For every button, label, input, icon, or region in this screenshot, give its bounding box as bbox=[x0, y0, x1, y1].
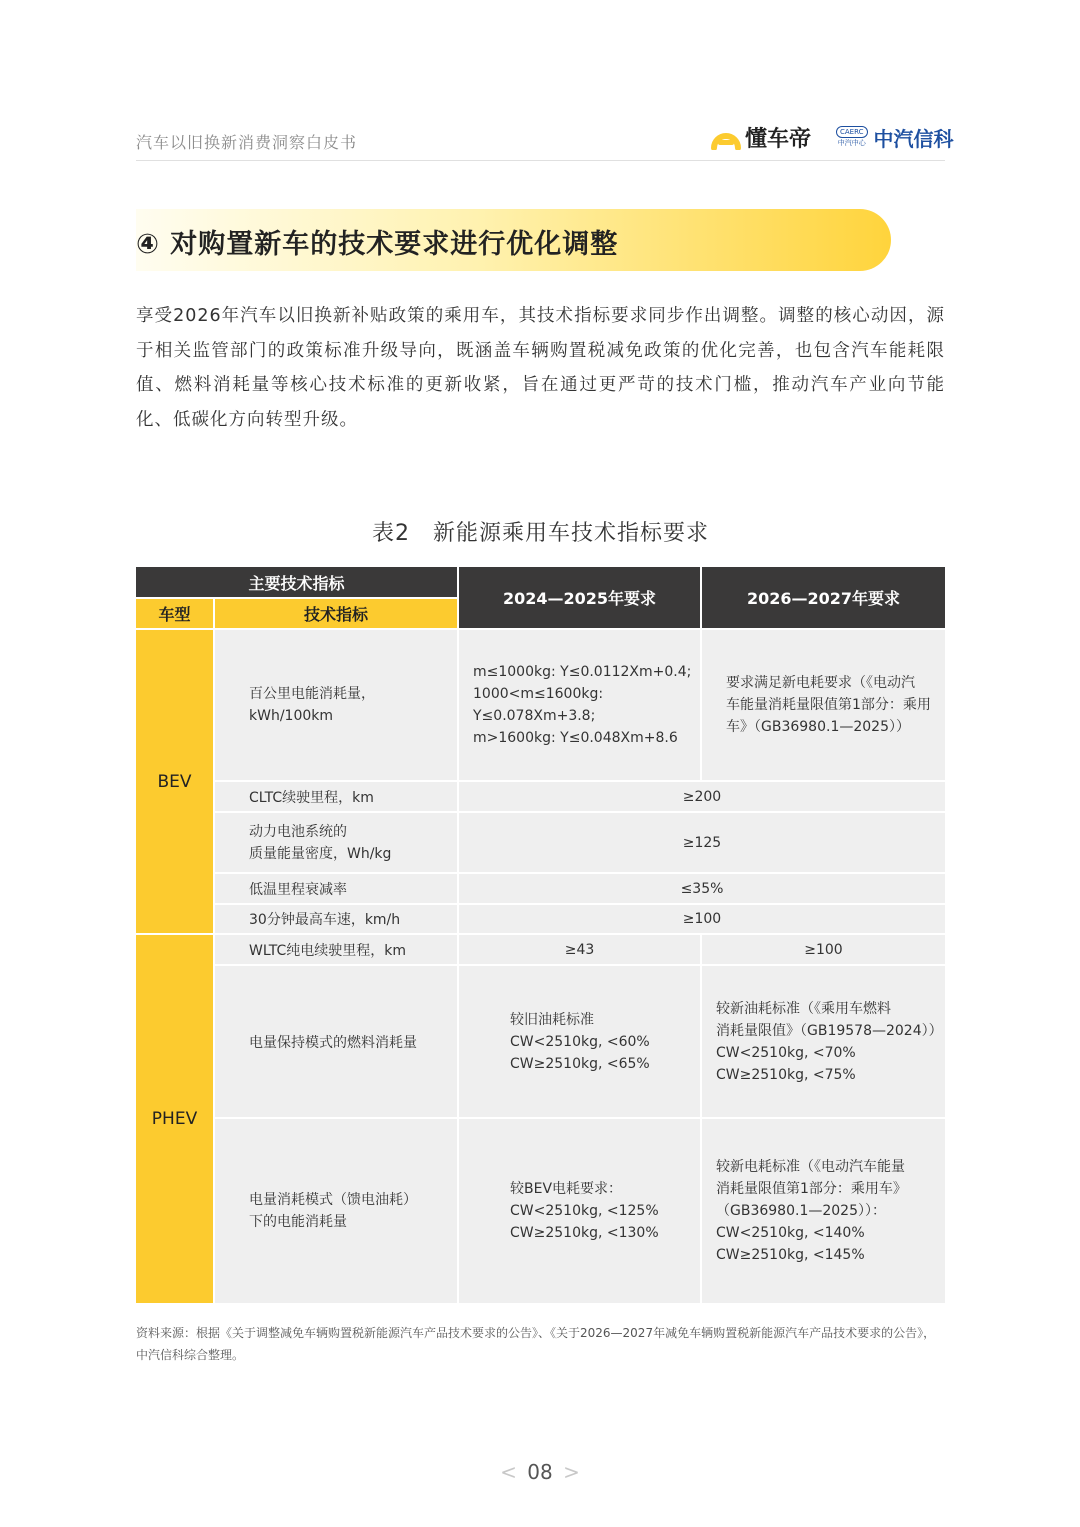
caerc-mark-caption: 中汽中心 bbox=[837, 139, 866, 147]
header-2024-2025: 2024—2025年要求 bbox=[459, 567, 700, 628]
value-2024-charge-sustaining-fuel: 较旧油耗标准 CW<2510kg, <60% CW≥2510kg, <65% bbox=[459, 966, 700, 1117]
value-2024-charge-depleting-energy: 较BEV电耗要求： CW<2510kg, <125% CW≥2510kg, <130% bbox=[459, 1119, 700, 1303]
indicator-energy-density: 动力电池系统的 质量能量密度，Wh/kg bbox=[215, 813, 457, 872]
header-indicator: 技术指标 bbox=[215, 599, 457, 628]
dongchedi-logo-icon bbox=[711, 126, 741, 148]
document-title: 汽车以旧换新消费洞察白皮书 bbox=[136, 133, 358, 152]
header-2026-2027: 2026—2027年要求 bbox=[702, 567, 945, 628]
value-2026-charge-sustaining-fuel: 较新油耗标准（《乘用车燃料 消耗量限值》（GB19578—2024）） CW<2510kg, <70% CW≥2510kg, <75% bbox=[702, 966, 945, 1117]
type-phev: PHEV bbox=[136, 935, 213, 1303]
table-title: 表2 新能源乘用车技术指标要求 bbox=[372, 521, 709, 546]
value-2026-charge-depleting-energy: 较新电耗标准（《电动汽车能量 消耗量限值第1部分：乘用车》 （GB36980.1—2025））： CW<2510kg, <140% CW≥2510kg, <145% bbox=[702, 1119, 945, 1303]
dongchedi-logo bbox=[711, 122, 811, 152]
value-2026-energy-consumption: 要求满足新电耗要求（《电动汽 车能量消耗量限值第1部分：乘用 车》（GB36980.1—2025）） bbox=[702, 630, 945, 780]
source-note: 资料来源：根据《关于调整减免车辆购置税新能源汽车产品技术要求的公告》、《关于2026—2027年减免车辆购置税新能源汽车产品技术要求的公告》，中汽信科综合整理。 bbox=[136, 1326, 936, 1362]
page-number bbox=[0, 1460, 1080, 1484]
value-cltc-range: ≥200 bbox=[459, 782, 945, 811]
header-main-indicator: 主要技术指标 bbox=[136, 567, 457, 597]
value-low-temp-decay: ≤35% bbox=[459, 874, 945, 903]
caerc-emblem-icon bbox=[836, 126, 868, 148]
dongchedi-logo-text: 懂车帝 bbox=[745, 126, 812, 152]
body-paragraph: 享受2026年汽车以旧换新补贴政策的乘用车，其技术指标要求同步作出调整。调整的核心动因，源于相关监管部门的政策标准升级导向，既涵盖车辆购置税减免政策的优化完善，也包含汽车能耗限值、燃料消耗量等核心技术标准的更新收紧，旨在通过更严苛的技术门槛，推动汽车产业向节能化、低碳化方向转型升级。 bbox=[136, 306, 945, 430]
header-divider bbox=[136, 160, 945, 161]
chevron-left-icon: < bbox=[500, 1460, 517, 1484]
chevron-right-icon: > bbox=[563, 1460, 580, 1484]
value-energy-density: ≥125 bbox=[459, 813, 945, 872]
caerc-logo bbox=[836, 122, 954, 152]
indicator-top-speed: 30分钟最高车速，km/h bbox=[215, 905, 457, 933]
value-2024-wltc-range: ≥43 bbox=[459, 935, 700, 964]
indicator-wltc-range: WLTC纯电续驶里程，km bbox=[215, 935, 457, 964]
caerc-logo-text: 中汽信科 bbox=[873, 126, 954, 151]
page-number-value: 08 bbox=[527, 1460, 553, 1484]
section-title: ④ 对购置新车的技术要求进行优化调整 bbox=[136, 229, 619, 260]
spec-table bbox=[136, 567, 945, 1303]
indicator-charge-sustaining-fuel: 电量保持模式的燃料消耗量 bbox=[215, 966, 457, 1117]
caerc-mark: CAERC bbox=[836, 126, 868, 138]
header-vehicle-type: 车型 bbox=[136, 599, 213, 628]
indicator-low-temp-decay: 低温里程衰减率 bbox=[215, 874, 457, 903]
indicator-charge-depleting-energy: 电量消耗模式（馈电油耗） 下的电能消耗量 bbox=[215, 1119, 457, 1303]
value-top-speed: ≥100 bbox=[459, 905, 945, 933]
indicator-energy-consumption: 百公里电能消耗量， kWh/100km bbox=[215, 630, 457, 780]
type-bev: BEV bbox=[136, 630, 213, 933]
value-2024-energy-consumption: m≤1000kg: Y≤0.0112Xm+0.4; 1000<m≤1600kg: Y≤0.078Xm+3.8; m>1600kg: Y≤0.048Xm+8.6 bbox=[459, 630, 700, 780]
value-2026-wltc-range: ≥100 bbox=[702, 935, 945, 964]
indicator-cltc-range: CLTC续驶里程，km bbox=[215, 782, 457, 811]
